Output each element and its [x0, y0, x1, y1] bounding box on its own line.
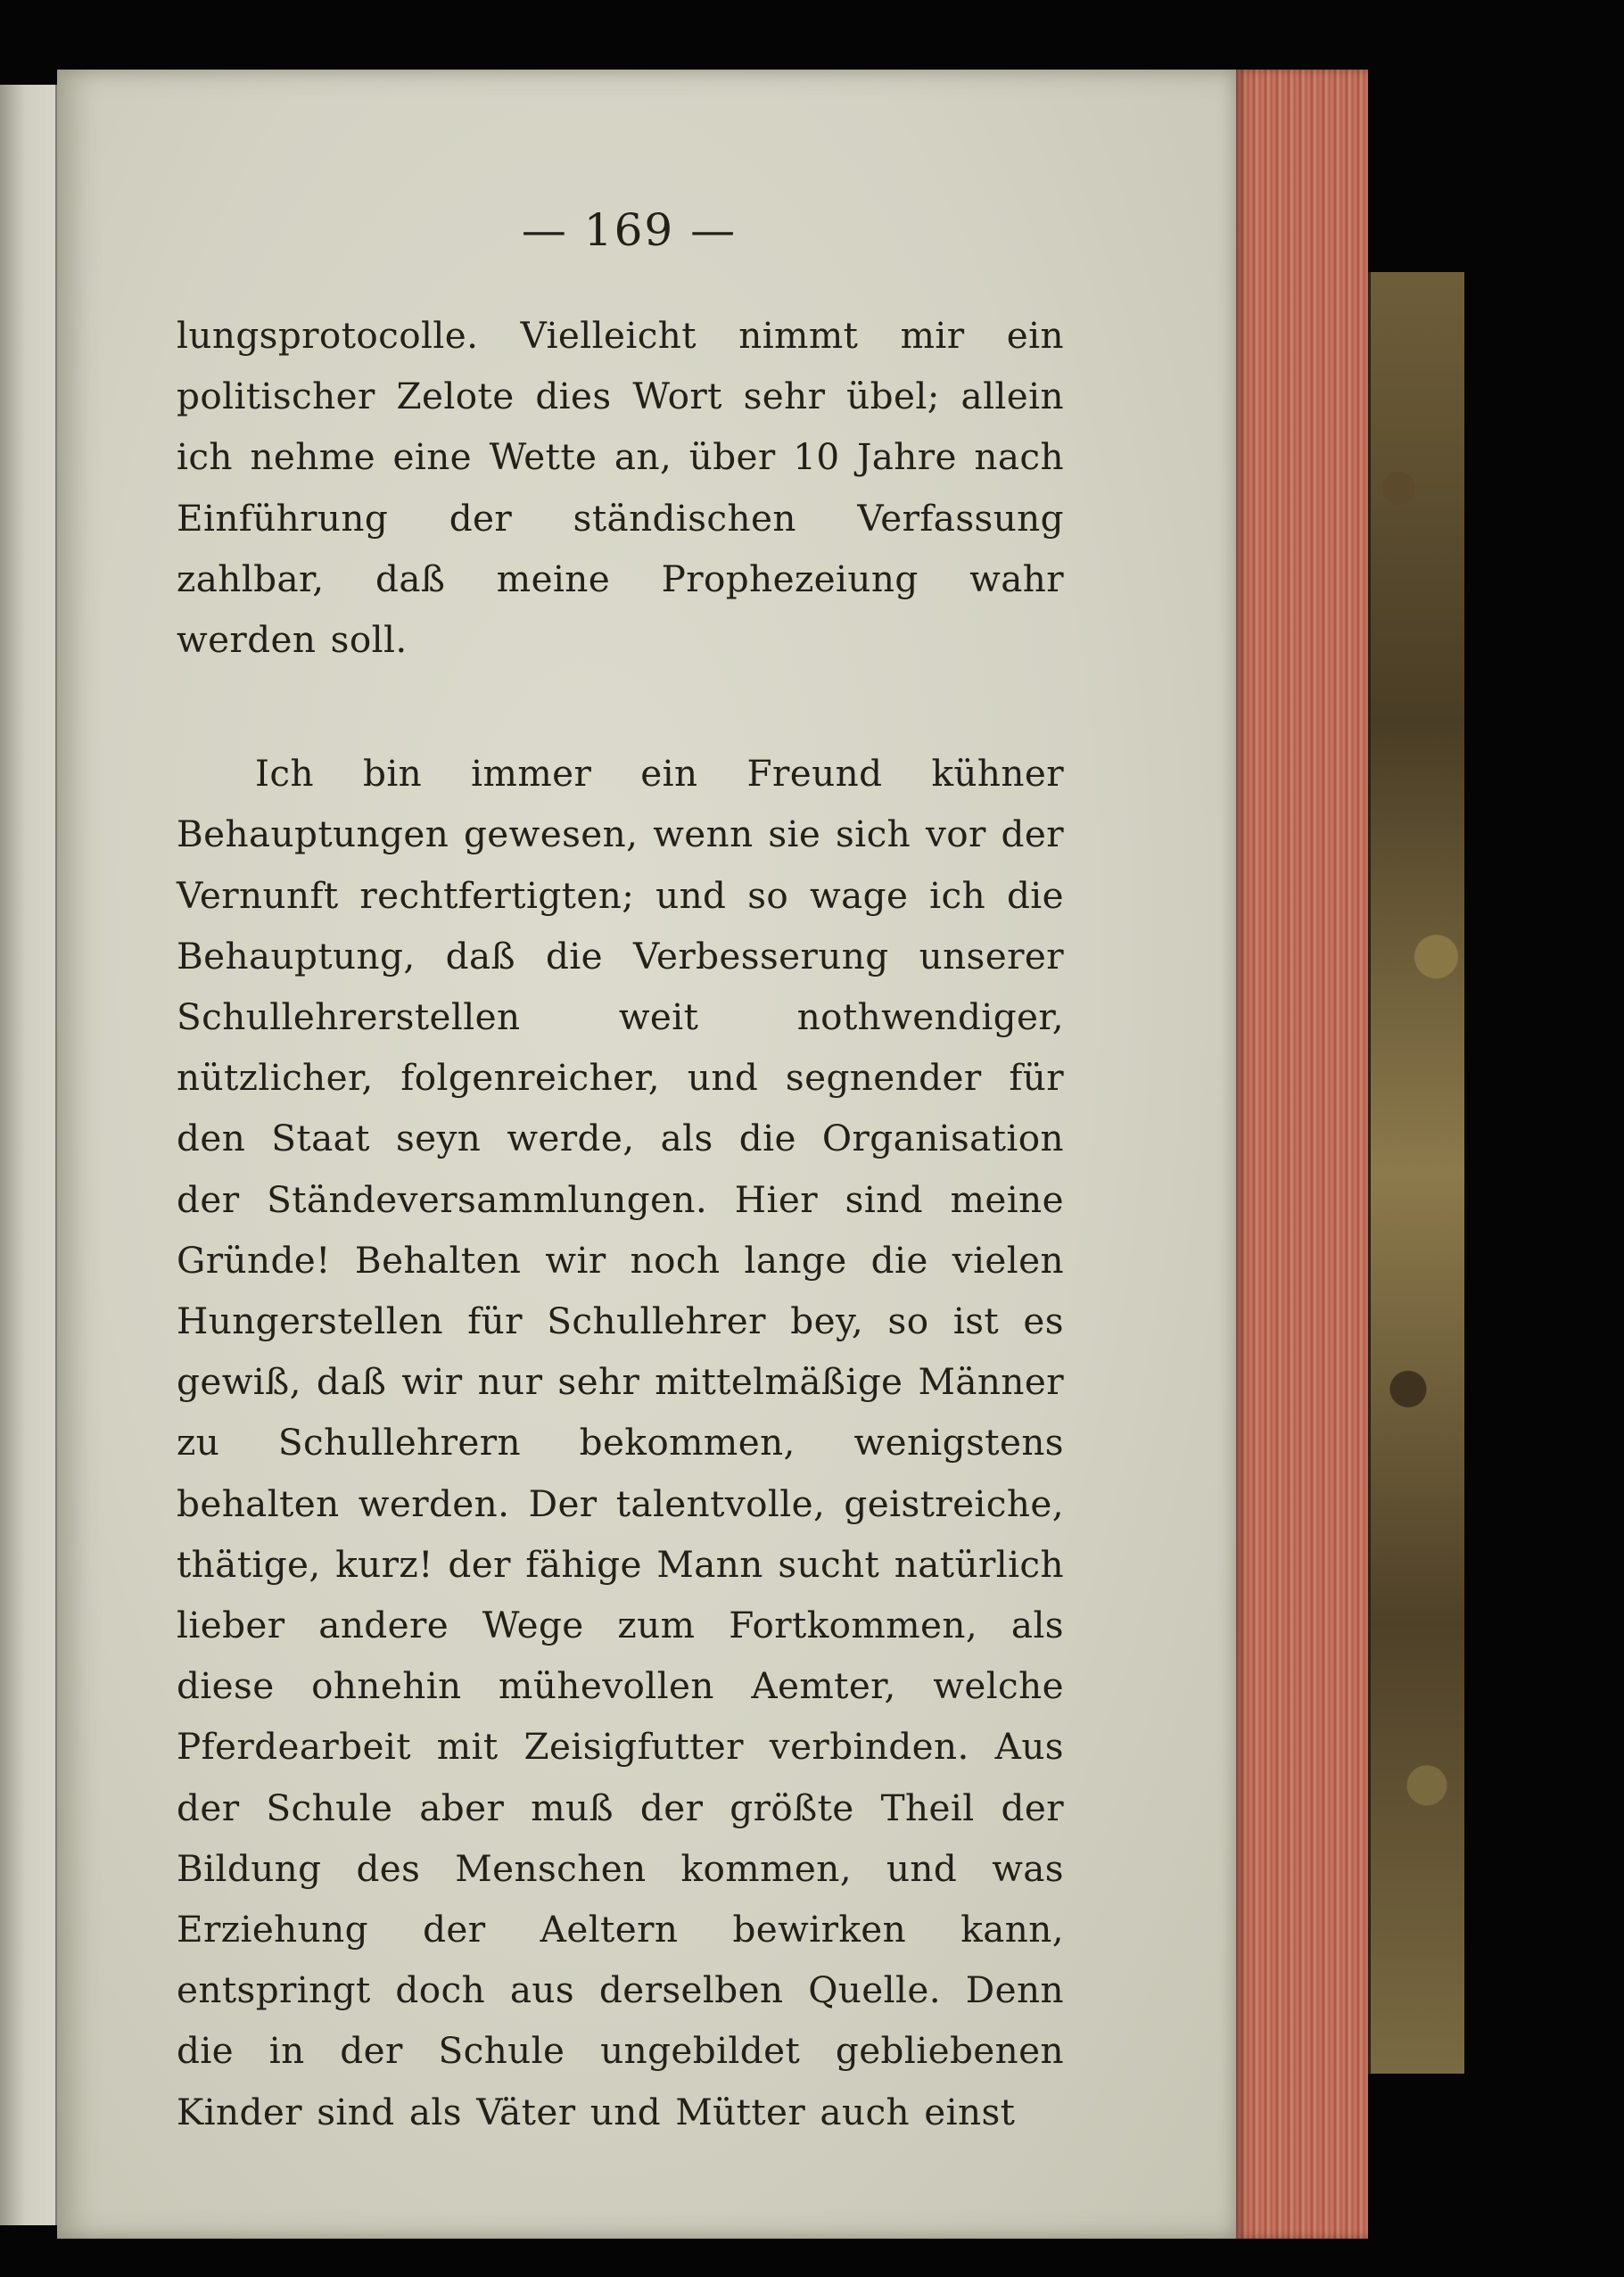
page-number: — 169 — — [521, 204, 738, 256]
page-block-edges — [1236, 70, 1368, 2239]
marbled-cover — [1368, 272, 1464, 2074]
page-text-block — [177, 203, 1064, 2142]
facing-page-edge — [0, 85, 57, 2225]
paragraph-main: Ich bin immer ein Freund kühner Behauptungen gewesen, wenn sie sich vor der Vernunft rechtfertigten; und so wage ich die Behauptung, daß die Verbesserung unserer Schullehrerstellen weit nothwendiger, nützlicher, folgenreicher, und segnender für den Staat seyn werde, als die Organisation der Ständeversammlungen. Hier sind meine Gründe! Behalten wir noch lange die vielen Hungerstellen für Schullehrer bey, so ist es gewiß, daß wir nur sehr mittelmäßige Männer zu Schullehrern bekommen, wenigstens behalten werden. Der talentvolle, geistreiche, thätige, kurz! der fähige Mann sucht natürlich lieber andere Wege zum Fortkommen, als diese ohnehin mühevollen Aemter, welche Pferdearbeit mit Zeisigfutter verbinden. Aus der Schule aber muß der größte Theil der Bildung des Menschen kommen, und was Erziehung der Aeltern bewirken kann, entspringt doch aus derselben Quelle. Denn die in der Schule ungebildet gebliebenen Kinder sind als Väter und Mütter auch einst — [177, 752, 1064, 2133]
paragraph-continuation: lungsprotocolle. Vielleicht nimmt mir ein politischer Zelote dies Wort sehr übel; allein ich nehme eine Wette an, über 10 Jahre nach Einführung der ständischen Verfassung zahlbar, daß meine Prophezeiung wahr werden soll. — [177, 314, 1064, 662]
